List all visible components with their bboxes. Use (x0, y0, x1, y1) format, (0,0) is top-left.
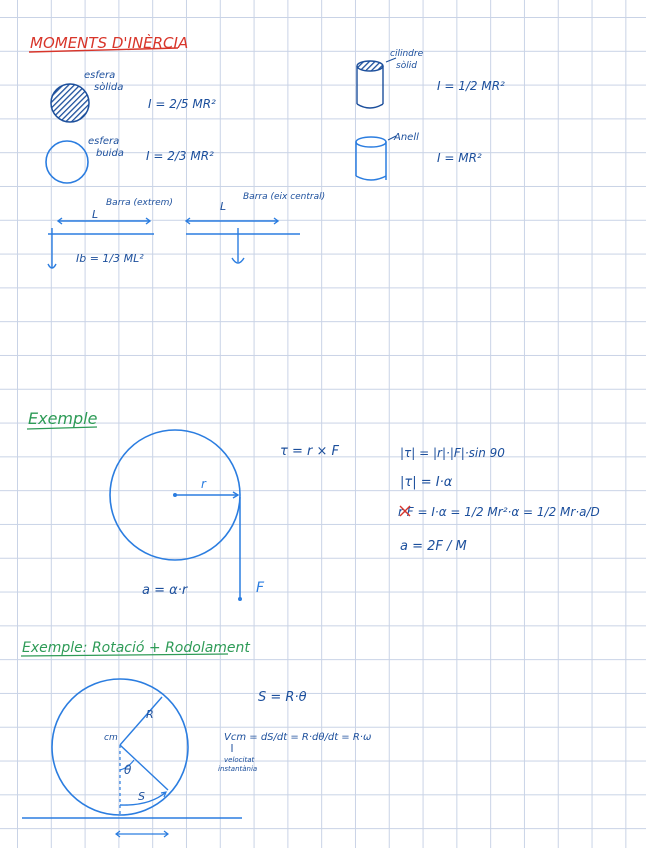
bar-center-label: Barra (eix central) (243, 192, 326, 202)
bar-center-length: L (220, 200, 227, 213)
example-heading: Exemple (28, 409, 98, 428)
bar-end-label: Barra (extrem) (106, 198, 173, 208)
rolling-disk-diagram (22, 679, 242, 837)
bar-center-drawing (186, 218, 300, 263)
torque-eq-4: a = 2F / M (400, 539, 467, 554)
solid-sphere-label-1: esfera (84, 70, 116, 81)
solid-sphere-label-2: sòlida (94, 82, 124, 93)
hollow-sphere-label-2: buida (96, 148, 124, 159)
solid-cylinder-label-2: sòlid (396, 61, 417, 71)
torque-eq-3: r·F = I·α = 1/2 Mr²·α = 1/2 Mr·a/D (398, 505, 600, 519)
cm-velocity-note-2: instantània (218, 765, 258, 773)
page-title: MOMENTS D'INÈRCIA (30, 34, 189, 52)
torque-definition: τ = r × F (280, 444, 339, 459)
accel-relation: a = α·r (142, 583, 188, 598)
bar-end-formula: Ib = 1/3 ML² (76, 252, 144, 265)
bar-end-length: L (92, 208, 99, 221)
arc-label: S (138, 790, 145, 803)
arc-length-eq: S = R·θ (258, 690, 307, 705)
radius-vector-label: r (201, 477, 206, 491)
ring-label: Anell (394, 132, 419, 143)
solid-sphere-drawing (51, 84, 89, 122)
solid-cylinder-formula: I = 1/2 MR² (437, 79, 505, 93)
cm-velocity-note-1: velocitat (224, 756, 255, 764)
solid-cylinder-label-1: cilindre (390, 49, 424, 59)
example2-heading: Exemple: Rotació + Rodolament (22, 640, 250, 656)
hollow-sphere-drawing (46, 141, 88, 183)
hollow-sphere-formula: I = 2/3 MR² (146, 149, 214, 163)
angle-label: θ (124, 763, 132, 777)
ring-formula: I = MR² (437, 151, 482, 165)
force-label: F (256, 580, 265, 596)
torque-eq-2: |τ| = I·α (400, 475, 453, 490)
hollow-sphere-label-1: esfera (88, 136, 120, 147)
cm-velocity-eq: Vcm = dS/dt = R·dθ/dt = R·ω (224, 732, 372, 743)
solid-cylinder-drawing (357, 61, 383, 108)
solid-sphere-formula: I = 2/5 MR² (148, 97, 216, 111)
ring-drawing (356, 137, 386, 180)
pulley-diagram (110, 430, 242, 601)
torque-eq-1: |τ| = |r|·|F|·sin 90 (400, 446, 505, 460)
cm-label: cm (104, 733, 118, 743)
radius-label: R (146, 708, 154, 721)
